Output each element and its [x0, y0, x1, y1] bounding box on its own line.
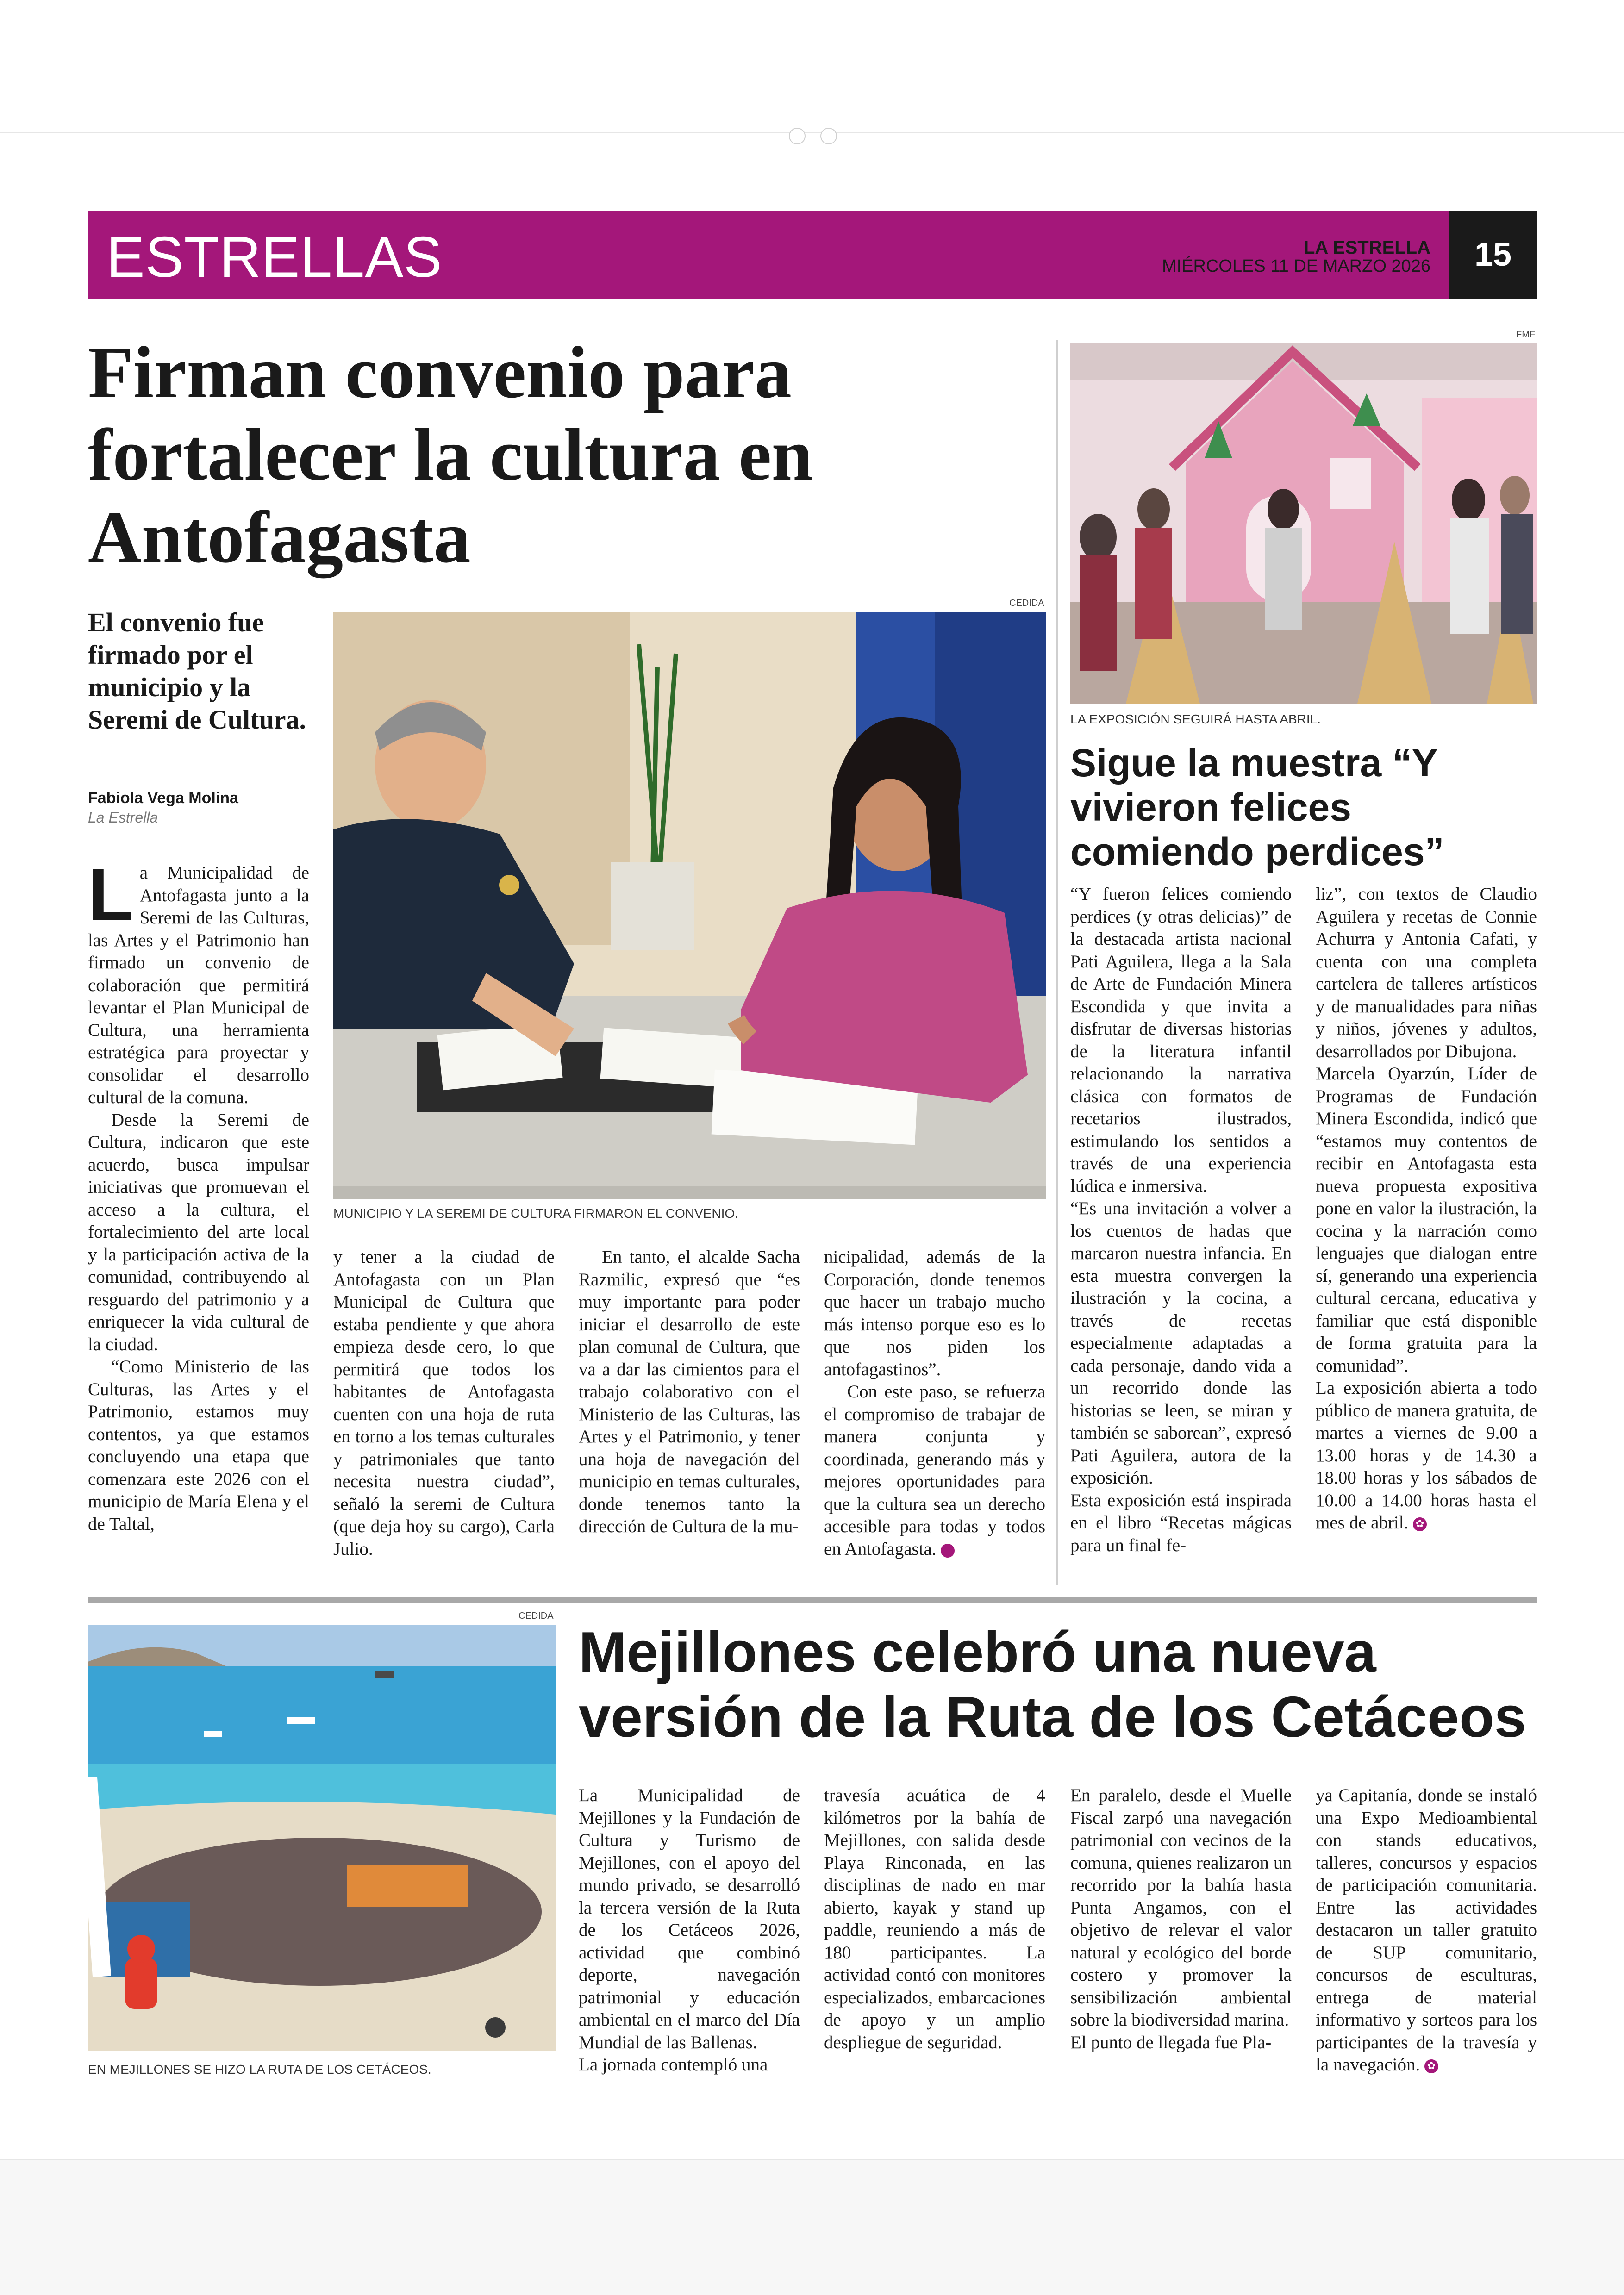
end-mark-icon: ✿ [1413, 1517, 1427, 1531]
article3-col3-para1: En paralelo, desde el Muelle Fiscal zarpó una navegación patrimonial con vecinos de la comuna, quienes realizaron un recorrido por la bahía hasta Punta Angamos, con el objetivo de relevar el valor natural y ecológico del borde costero y promover la sensibilización ambiental sobre la biodiversidad marina. [1070, 1785, 1292, 2030]
end-mark-icon: ✿ [941, 1544, 955, 1558]
publication-info [1162, 238, 1430, 275]
page-number: 15 [1449, 211, 1537, 299]
article3-col2-para1: travesía acuática de 4 kilómetros por la bahía de Mejillones, con salida desde Playa Rinconada, en las disciplinas de nado en mar abierto, kayak y stand up paddle, reuniendo a más de 180 participantes. La actividad contó con monitores especializados, embarcaciones de apoyo y un amplio despliegue de seguridad. [824, 1785, 1045, 2052]
article2-headline: Sigue la muestra “Y vivieron felices comiendo perdices” [1070, 741, 1444, 873]
publication-name: LA ESTRELLA [1303, 237, 1430, 258]
section-banner [88, 211, 1449, 299]
prev-page-dot[interactable] [789, 128, 806, 144]
article1-column-4 [824, 1246, 1045, 1560]
article1-dropcap: L [88, 853, 133, 936]
article2-col2-para1: liz”, con textos de Claudio Aguilera y recetas de Connie Achurra y Antonia Cafati, y cuenta con una completa cartelera de talleres artísticos y de manualidades para niñas y niños, jóvenes y adultos, desarrollados por Dibujona. [1316, 884, 1537, 1061]
article1-col3-para1: En tanto, el alcalde Sacha Razmilic, expresó que “es muy importante para poder iniciar el desarrollo de este plan comunal de Cultura, que va a dar las cimientos para el trabajo colaborativo con el Ministerio de las Culturas, las Artes y el Patrimonio, y tener una hoja de navegación del municipio en temas culturales, donde tenemos tanto la dirección de Cultura de la mu- [579, 1247, 800, 1536]
article1-col2-para1: y tener a la ciudad de Antofagasta con un Plan Municipal de Cultura que estaba pendiente y que ahora empieza desde cero, lo que permitirá que todos los habitantes de Antofagasta cuenten con una hoja de ruta en torno a los temas culturales y patrimoniales que tanto necesita nuestra ciudad”, señaló la seremi de Cultura (que deja hoy su cargo), Carla Julio. [333, 1247, 555, 1559]
article1-photo-caption: MUNICIPIO Y LA SEREMI DE CULTURA FIRMARON EL CONVENIO. [333, 1206, 738, 1221]
article3-column-3 [1070, 1784, 1292, 2054]
viewer-background [0, 2160, 1624, 2295]
article3-photo-caption: EN MEJILLONES SE HIZO LA RUTA DE LOS CETÁCEOS. [88, 2062, 431, 2077]
article2-col1-para1: “Y fueron felices comiendo perdices (y otras delicias)” de la destacada artista nacional Pati Aguilera, llega a la Sala de Arte de Fundación Minera Escondida y que invita a disfrutar de diversas historias de la literatura infantil relacionando la narrativa clásica con formatos de recetarios ilustrados, estimulando los sentidos a través de una experiencia lúdica e inmersiva. [1070, 884, 1292, 1196]
article1-column-2 [333, 1246, 555, 1560]
signing-photo [333, 612, 1046, 1199]
article1-column-3 [579, 1246, 800, 1538]
article2-col1-para3: Esta exposición está inspirada en el libro “Recetas mágicas para un final fe- [1070, 1490, 1292, 1555]
article3-photo-credit: CEDIDA [518, 1611, 554, 1621]
article1-headline: Firman convenio para fortalecer la cultura en Antofagasta [88, 331, 813, 578]
publication-date: MIÉRCOLES 11 DE MARZO 2026 [1162, 256, 1430, 276]
next-page-dot[interactable] [820, 128, 837, 144]
article1-column-1 [88, 853, 309, 1535]
article2-col1-para2: “Es una invitación a volver a los cuentos de hadas que marcaron nuestra infancia. En esta muestra convergen la ilustración y la cocina, a través de recetas especialmente adaptadas a cada personaje, dando vida a un recorrido donde las historias se leen, se miran y también se saborean”, expresó Pati Aguilera, autora de la exposición. [1070, 1198, 1292, 1488]
article3-column-4 [1316, 1784, 1537, 2077]
article1-deck: El convenio fue firmado por el municipio y la Seremi de Cultura. [88, 607, 306, 735]
article1-col1-para3: “Como Ministerio de las Culturas, las Artes y el Patrimonio, estamos muy contentos, ya que estamos concluyendo una etapa que comenzara este 2026 con el municipio de María Elena y el de Taltal, [88, 1357, 309, 1534]
article3-column-2 [824, 1784, 1045, 2054]
column-divider [1056, 340, 1058, 1585]
beach-photo [88, 1625, 556, 2051]
article2-column-1 [1070, 883, 1292, 1557]
article2-col2-para3: La exposición abierta a todo público de manera gratuita, de martes a viernes de 9.00 a 13.00 horas y de 14.30 a 18.00 horas y los sábados de 10.00 a 14.00 horas hasta el mes de abril. [1316, 1378, 1537, 1533]
article1-col1-para2: Desde la Seremi de Cultura, indicaron que este acuerdo, busca impulsar iniciativas que promuevan el acceso a la cultura, el fortalecimiento del arte local y la participación activa de la comunidad, contribuyendo al resguardo del patrimonio y a enriquecer la vida cultural de la ciudad. [88, 1110, 309, 1354]
article1-col1-para1: a Municipalidad de Antofagasta junto a la Seremi de las Culturas, las Artes y el Patrimonio han firmado un convenio de colaboración que permitirá levantar el Plan Municipal de Cultura, una herramienta estratégica para proyectar y consolidar el desarrollo cultural de la comuna. [88, 863, 309, 1107]
article3-col1-para1: La Municipalidad de Mejillones y la Fundación de Cultura y Turismo de Mejillones, con el apoyo del mundo privado, se desarrolló la tercera versión de la Ruta de los Cetáceos 2026, actividad que combinó deporte, navegación patrimonial y educación ambiental en el marco del Día Mundial de las Ballenas. [579, 1785, 800, 2052]
article1-outlet: La Estrella [88, 809, 158, 826]
end-mark-icon: ✿ [1424, 2059, 1438, 2073]
article1-col4-para1: nicipalidad, además de la Corporación, donde tenemos que hacer un trabajo mucho más intenso porque eso es lo que nos piden los antofagastinos”. [824, 1247, 1045, 1379]
article3-col4-para1: ya Capitanía, donde se instaló una Expo Medioambiental con stands educativos, talleres, concursos y espacios de participación comunitaria. Entre las actividades destacaron un taller gratuito de SUP comunitario, concursos de esculturas, entrega de material informativo y sorteos para los participantes de la travesía y la navegación. [1316, 1785, 1537, 2075]
article3-headline: Mejillones celebró una nueva versión de la Ruta de los Cetáceos [579, 1621, 1526, 1749]
article2-col2-para2: Marcela Oyarzún, Líder de Programas de Fundación Minera Escondida, indicó que “estamos muy contentos de recibir en Antofagasta esta nueva propuesta expositiva pone en valor la ilustración, la cocina y la narración como lenguajes que dialogan entre sí, generando una experiencia cultural cercana, educativa y familiar que está disponible de forma gratuita para la comunidad”. [1316, 1064, 1537, 1376]
article3-col3-para2: El punto de llegada fue Pla- [1070, 2032, 1272, 2052]
beach-photo-illustration [88, 1625, 556, 2051]
article2-column-2 [1316, 883, 1537, 1534]
article2-photo-caption: LA EXPOSICIÓN SEGUIRÁ HASTA ABRIL. [1070, 712, 1321, 726]
article1-photo-credit: CEDIDA [1009, 598, 1044, 608]
exhibition-photo [1070, 343, 1537, 704]
article3-column-1 [579, 1784, 800, 2077]
article1-col4-para2: Con este paso, se refuerza el compromiso de trabajar de manera conjunta y coordinada, generando más y mejores oportunidades para que la cultura sea un derecho accesible para todas y todos en Antofagasta. [824, 1382, 1045, 1559]
section-divider [88, 1597, 1537, 1603]
exhibition-photo-illustration [1070, 343, 1537, 704]
section-title: ESTRELLAS [106, 225, 443, 289]
article3-col1-para2: La jornada contempló una [579, 2055, 768, 2075]
signing-photo-illustration [333, 612, 1046, 1199]
page-nav-dots[interactable] [782, 126, 847, 144]
article2-photo-credit: FME [1516, 330, 1536, 340]
article1-author: Fabiola Vega Molina [88, 789, 238, 807]
